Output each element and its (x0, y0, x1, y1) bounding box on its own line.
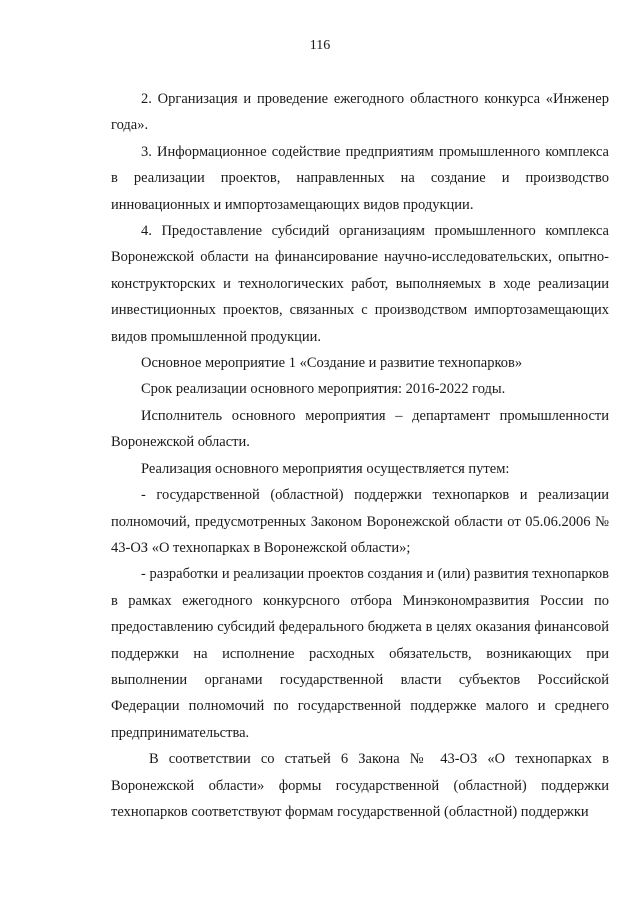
list-item-project-development: - разработки и реализации проектов создания и (или) развития технопарков в рамках ежегодного конкурсного отбора Минэкономразвития России по предоставлению субсидий федерального бюджета в целях оказания финансовой поддержки на исполнение расходных обязательств, возникающих при выполнении органами государственной власти субъектов Российской Федерации полномочий по государственной поддержке малого и среднего предпринимательства. (111, 566, 609, 741)
paragraph-implementation-method: Реализация основного мероприятия осуществляется путем: (141, 460, 510, 477)
page-content (111, 86, 609, 825)
list-item-state-support: - государственной (областной) поддержки технопарков и реализации полномочий, предусмотренных Законом Воронежской области от 05.06.2006 № 43-ОЗ «О технопарках в Воронежской области»; (111, 487, 609, 556)
paragraph-main-activity-title: Основное мероприятие 1 «Создание и развитие технопарков» (141, 355, 523, 372)
paragraph-executor: Исполнитель основного мероприятия – департамент промышленности Воронежской области. (111, 407, 609, 451)
paragraph-engineer-contest: 2. Организация и проведение ежегодного областного конкурса «Инженер года». (111, 91, 609, 134)
paragraph-law-article: В соответствии со статьей 6 Закона № 43-ОЗ «О технопарках в Воронежской области» формы государственной (областной) поддержки технопарков соответствуют формам государственной (областной) поддержки (111, 751, 609, 820)
paragraph-implementation-period: Срок реализации основного мероприятия: 2016-2022 годы. (141, 381, 506, 398)
paragraph-subsidies: 4. Предоставление субсидий организациям промышленного комплекса Воронежской области на финансирование научно-исследовательских, опытно-конструкторских и технологических работ, выполняемых в ходе реализации инвестиционных проектов, связанных с производством импортозамещающих видов промышленной продукции. (111, 223, 609, 345)
page-number: 116 (309, 38, 331, 53)
paragraph-information-support: 3. Информационное содействие предприятиям промышленного комплекса в реализации проектов, направленных на создание и производство инновационных и импортозамещающих видов продукции. (111, 143, 609, 213)
